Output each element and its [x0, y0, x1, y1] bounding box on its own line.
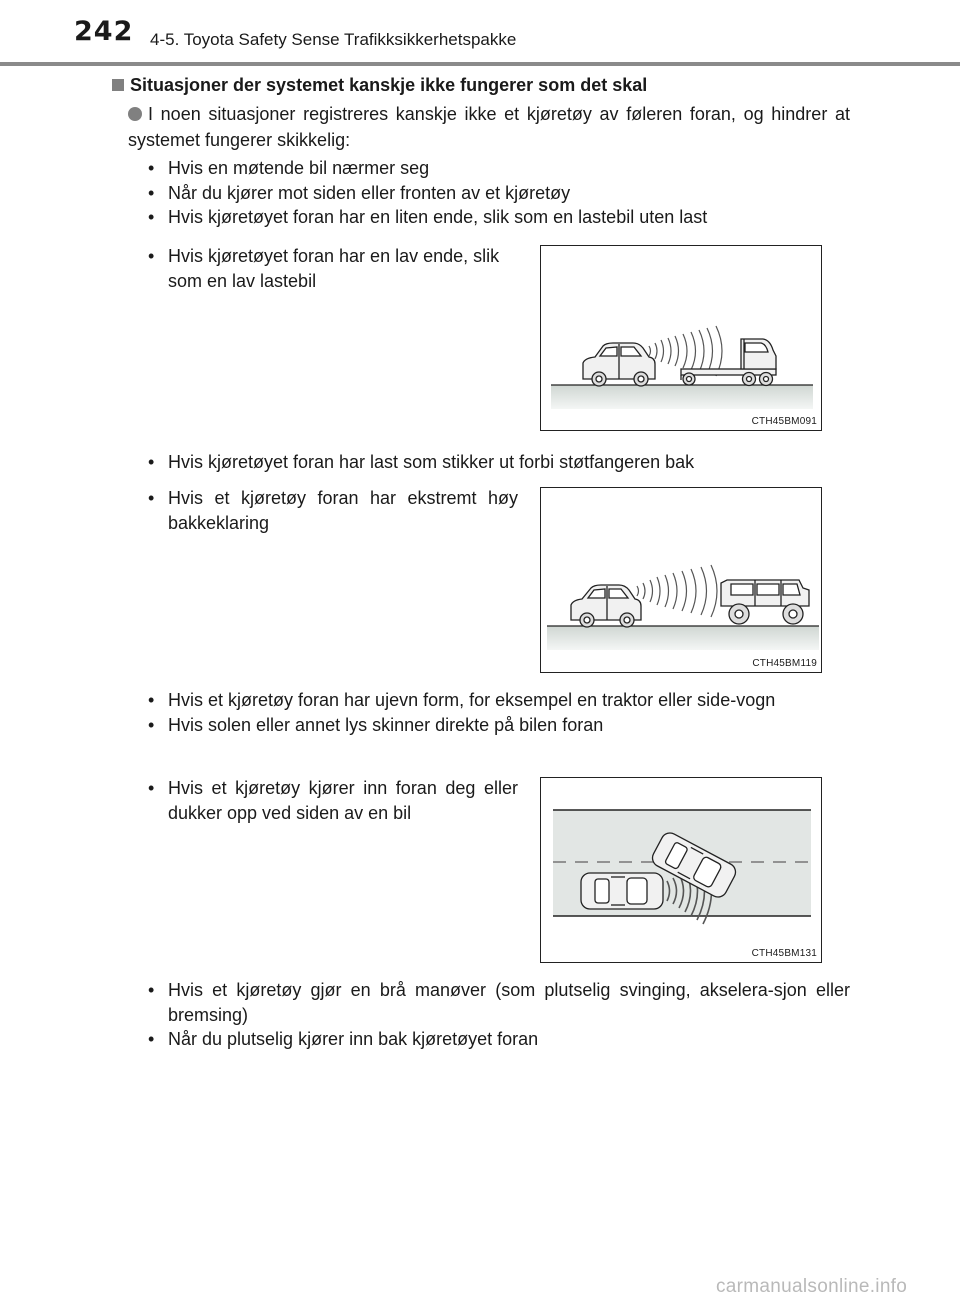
section-heading-text: Situasjoner der systemet kanskje ikke fungerer som det skal	[130, 75, 648, 95]
section-heading	[112, 75, 647, 96]
header-divider	[0, 62, 960, 66]
section-title: 4-5. Toyota Safety Sense Trafikksikkerhetspakke	[150, 30, 517, 49]
figure-code: CTH45BM131	[751, 948, 817, 959]
round-bullet-icon	[128, 107, 142, 121]
figure-code: CTH45BM091	[751, 416, 817, 427]
car-icon	[571, 585, 641, 627]
intro-paragraph	[128, 101, 850, 153]
list-item: • Når du kjører mot siden eller fronten av et kjøretøy	[148, 181, 848, 206]
list-item: • Hvis et kjøretøy foran har ujevn form, for eksempel en traktor eller side-vogn	[148, 688, 850, 713]
list-item: • Når du plutselig kjører inn bak kjøretøyet foran	[148, 1027, 850, 1052]
list-item: • Hvis et kjøretøy foran har ekstremt høy bakkeklaring	[148, 486, 518, 535]
suv-icon	[721, 580, 809, 624]
figure-high-clearance	[540, 487, 822, 673]
high-clearance-illustration	[541, 488, 822, 673]
cut-in-illustration	[541, 778, 822, 963]
list-item: • Hvis kjøretøyet foran har last som stikker ut forbi støtfangeren bak	[148, 450, 848, 475]
situation-list-3	[148, 978, 850, 1052]
situation-list-1	[148, 156, 848, 230]
situation-list-2	[148, 688, 850, 737]
page-number: 242	[74, 16, 134, 47]
list-item: • Hvis solen eller annet lys skinner direkte på bilen foran	[148, 713, 850, 738]
intro-text: I noen situasjoner registreres kanskje ikke et kjøretøy av føleren foran, og hindrer at systemet fungerer skikkelig:	[128, 104, 850, 150]
figure-cut-in	[540, 777, 822, 963]
cargo-item	[148, 450, 848, 475]
car-icon	[583, 343, 655, 386]
watermark: carmanualsonline.info	[716, 1276, 908, 1297]
list-item: • Hvis et kjøretøy gjør en brå manøver (som plutselig svinging, akselera-sjon eller bremsing)	[148, 978, 850, 1027]
figure-low-truck	[540, 245, 822, 431]
list-item: • Hvis en møtende bil nærmer seg	[148, 156, 848, 181]
figure-code: CTH45BM119	[752, 658, 817, 669]
low-truck-illustration	[541, 246, 822, 431]
own-car-icon	[581, 873, 663, 909]
list-item: • Hvis kjøretøyet foran har en liten ende, slik som en lastebil uten last	[148, 205, 848, 230]
list-item: • Hvis kjøretøyet foran har en lav ende, slik som en lav lastebil	[148, 244, 518, 293]
clearance-item	[148, 486, 518, 535]
square-bullet-icon	[112, 79, 124, 91]
radar-waves-icon	[637, 565, 717, 617]
low-end-item	[148, 244, 518, 293]
cut-in-item	[148, 776, 518, 825]
list-item: • Hvis et kjøretøy kjører inn foran deg eller dukker opp ved siden av en bil	[148, 776, 518, 825]
